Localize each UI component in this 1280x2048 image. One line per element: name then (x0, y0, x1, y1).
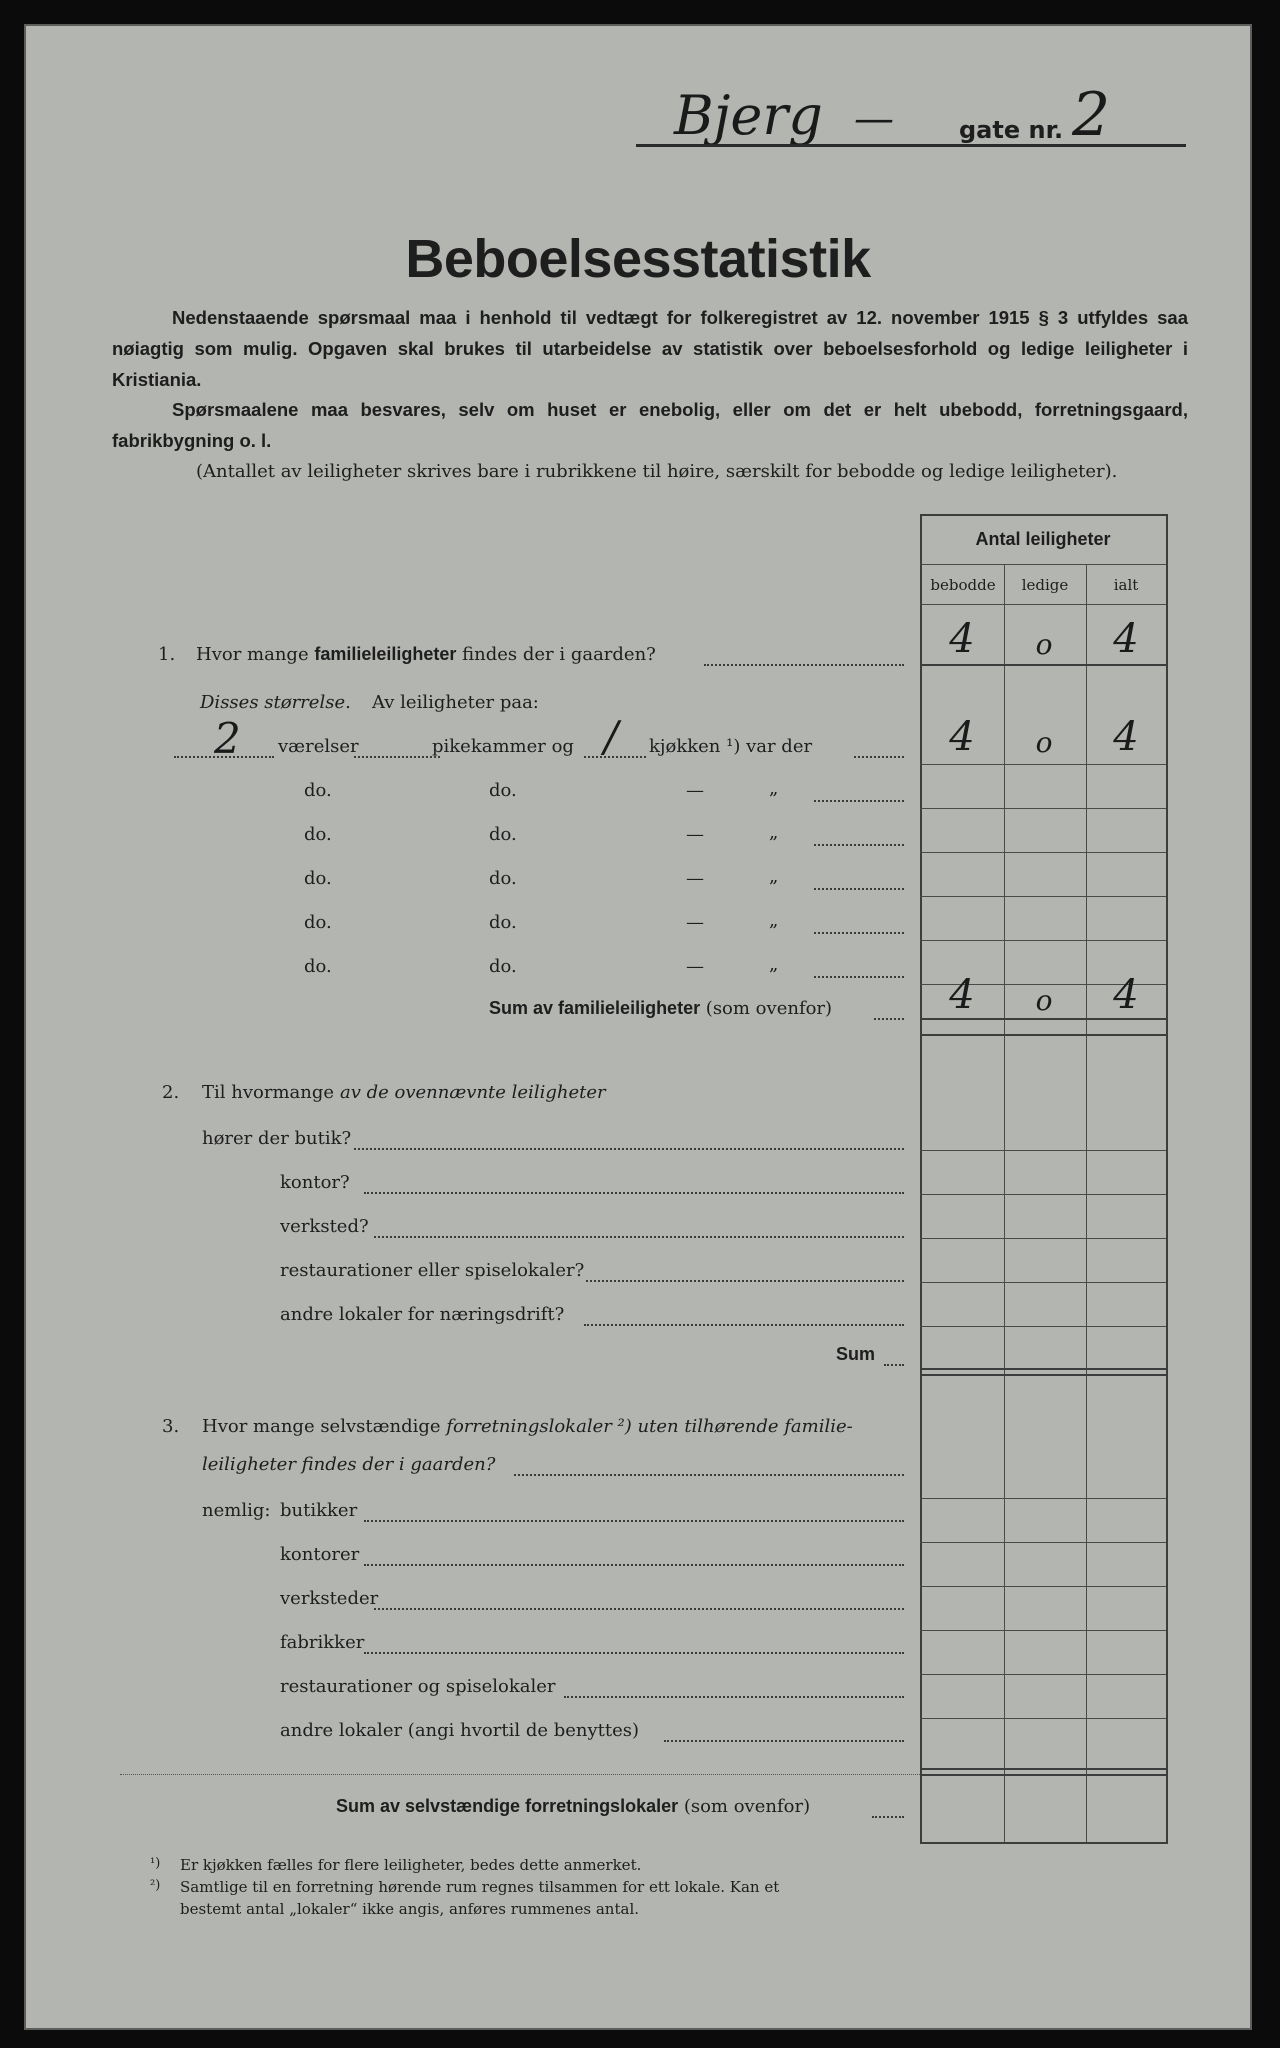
dash-mark: — (686, 956, 704, 977)
do-label: do. (304, 956, 332, 977)
intro-paragraph-3: (Antallet av leiligheter skrives bare i rubrikkene til høire, særskilt for bebodde og ledige leiligheter). (196, 461, 1118, 482)
leader-dots (174, 756, 274, 758)
q2-item-andre-lokaler: andre lokaler for næringsdrift? (280, 1304, 565, 1325)
q1-sum-label (489, 998, 832, 1019)
row-rule (920, 1498, 1166, 1499)
pikekammer-label: pikekammer og (432, 736, 574, 757)
row1-bebodde-value: 4 (949, 714, 975, 760)
leader-dots (664, 1740, 904, 1742)
q1-sum-label-bold: Sum av familieleiligheter (489, 998, 701, 1018)
q2-sum-rule-top (920, 1368, 1166, 1370)
nemlig-label: nemlig: (202, 1500, 271, 1521)
q3-item-restaurationer: restaurationer og spiselokaler (280, 1676, 556, 1697)
q1-bebodde-value: 4 (949, 616, 975, 662)
q3-text-b: forretningslokaler ²) uten tilhørende familie- (446, 1416, 853, 1437)
q2-text: Til hvormange (202, 1082, 335, 1103)
q3-item-kontorer: kontorer (280, 1544, 360, 1565)
size-intro-italic: Disses størrelse. (200, 692, 351, 713)
ditto-mark: „ (769, 866, 779, 887)
leader-dots (874, 1018, 904, 1020)
q2-sum-label: Sum (836, 1344, 876, 1364)
row1-ialt-value: 4 (1113, 714, 1139, 760)
row1-ledige-value: o (1035, 726, 1053, 759)
intro-paragraph-2: Spørsmaalene maa besvares, selv om huset er enebolig, eller om det er helt ubebodd, forretningsgaard, fabrikbygning o. l. (112, 399, 1188, 451)
do-label: do. (304, 824, 332, 845)
rooms-count-handwritten: 2 (214, 714, 241, 763)
leader-dots (364, 1520, 904, 1522)
dash-mark: — (686, 780, 704, 801)
leader-dots (564, 1696, 904, 1698)
table-top-rule (920, 514, 1166, 516)
table-bottom-rule (920, 1842, 1166, 1844)
row-rule (920, 1150, 1166, 1151)
do-label: do. (489, 868, 517, 889)
leader-dots (374, 1608, 904, 1610)
row-rule (920, 1238, 1166, 1239)
col-ledige-header: ledige (1021, 576, 1069, 594)
header-underline (636, 144, 1186, 147)
q1-number: 1. (158, 644, 176, 665)
do-label: do. (304, 868, 332, 889)
q1-ledige-value: o (1035, 628, 1053, 661)
street-name-handwritten: Bjerg (674, 84, 823, 147)
q3-item-andre-lokaler: andre lokaler (angi hvortil de benyttes) (280, 1720, 640, 1741)
q2-number: 2. (162, 1082, 180, 1103)
row-rule (920, 1586, 1166, 1587)
leader-dots (586, 1280, 904, 1282)
q1-question (196, 644, 656, 665)
section-divider (120, 1774, 920, 1775)
leader-dots (814, 844, 904, 846)
street-dash: — (854, 96, 894, 142)
row-rule (920, 940, 1166, 941)
do-label: do. (489, 824, 517, 845)
q3-question-line1 (202, 1416, 853, 1437)
q2-item-butik: hører der butik? (202, 1128, 352, 1149)
row-rule (920, 1630, 1166, 1631)
do-label: do. (489, 956, 517, 977)
leader-dots (814, 932, 904, 934)
leader-dots (354, 756, 440, 758)
leader-dots (814, 888, 904, 890)
q1-sum-rule-top (920, 1018, 1166, 1020)
vaerelser-label: værelser (278, 736, 359, 757)
footnote-2-line1: Samtlige til en forretning hørende rum regnes tilsammen for ett lokale. Kan et (180, 1878, 780, 1896)
leader-dots (872, 1816, 904, 1818)
row-rule (920, 896, 1166, 897)
ditto-mark: „ (769, 778, 779, 799)
intro-paragraph-1: Nedenstaaende spørsmaal maa i henhold til vedtægt for folkeregistret av 12. november 1915 § 3 utfyldes saa nøiagtig som mulig. Opgaven skal brukes til utarbeidelse av statistik over beboelsesforhold og ledige leiligheter i Kristiania. (112, 307, 1188, 390)
q3-sum-label-rest: (som ovenfor) (678, 1796, 811, 1817)
do-label: do. (489, 780, 517, 801)
q3-text-a: Hvor mange selvstændige (202, 1416, 447, 1437)
row-rule (920, 764, 1166, 765)
house-number-handwritten: 2 (1072, 80, 1111, 150)
row-rule (920, 1194, 1166, 1195)
q3-item-butikker: butikker (280, 1500, 358, 1521)
q2-item-verksted: verksted? (280, 1216, 369, 1237)
row-rule (920, 852, 1166, 853)
q3-question-line2: leiligheter findes der i gaarden? (202, 1454, 496, 1475)
col-bebodde-header: bebodde (930, 576, 996, 594)
q2-text-italic: av de ovennævnte leiligheter (340, 1082, 606, 1103)
leader-dots (364, 1652, 904, 1654)
dash-mark: — (686, 868, 704, 889)
q2-item-restaurationer: restaurationer eller spiselokaler? (280, 1260, 585, 1281)
leader-dots (584, 1324, 904, 1326)
kjokken-count-handwritten: / (604, 712, 619, 761)
q1-text-a: Hvor mange (196, 644, 315, 665)
leader-dots (884, 1364, 904, 1366)
leader-dots (354, 1148, 904, 1150)
row-rule (920, 1282, 1166, 1283)
q1-text-c: findes der i gaarden? (456, 644, 656, 665)
footnote-2-mark: ²) (150, 1878, 161, 1893)
leader-dots (584, 756, 646, 758)
table-header-rule (920, 564, 1166, 565)
q2-sum-rule-bottom (920, 1374, 1166, 1376)
form-sheet (24, 24, 1252, 2030)
leader-dots (814, 976, 904, 978)
ditto-mark: „ (769, 910, 779, 931)
kjokken-label: kjøkken ¹) var der (649, 736, 813, 757)
q3-sum-rule-top (920, 1768, 1166, 1770)
table-header-title: Antal leiligheter (975, 529, 1111, 549)
col-ialt-header: ialt (1113, 576, 1139, 594)
leader-dots (364, 1192, 904, 1194)
row-rule (920, 1542, 1166, 1543)
leader-dots (814, 800, 904, 802)
do-label: do. (304, 912, 332, 933)
footnote-1: Er kjøkken fælles for flere leiligheter, bedes dette anmerket. (180, 1856, 642, 1874)
dash-mark: — (686, 912, 704, 933)
row-rule (920, 1326, 1166, 1327)
q2-item-kontor: kontor? (280, 1172, 350, 1193)
do-label: do. (489, 912, 517, 933)
leader-dots (704, 664, 904, 666)
q1-sum-label-rest: (som ovenfor) (700, 998, 833, 1019)
q3-number: 3. (162, 1416, 180, 1437)
page-title: Beboelsesstatistik (405, 229, 871, 289)
q1-sum-ledige-value: o (1035, 984, 1053, 1017)
q1-ialt-value: 4 (1113, 616, 1139, 662)
leader-dots (854, 756, 904, 758)
q1-answer-rule (920, 664, 1166, 666)
col-header-rule (920, 604, 1166, 605)
q3-item-verksteder: verksteder (280, 1588, 379, 1609)
table-right-rule (1166, 514, 1168, 1844)
dash-mark: — (686, 824, 704, 845)
q3-item-fabrikker: fabrikker (280, 1632, 365, 1653)
size-intro: Av leiligheter paa: (372, 692, 539, 713)
q3-sum-rule-bottom (920, 1774, 1166, 1776)
q1-sum-bebodde-value: 4 (949, 972, 975, 1018)
leader-dots (374, 1236, 904, 1238)
row-rule (920, 808, 1166, 809)
row-rule (920, 1718, 1166, 1719)
ditto-mark: „ (769, 954, 779, 975)
do-label: do. (304, 780, 332, 801)
ditto-mark: „ (769, 822, 779, 843)
leader-dots (364, 1564, 904, 1566)
q1-sum-ialt-value: 4 (1113, 972, 1139, 1018)
leader-dots (514, 1474, 904, 1476)
row-rule (920, 1674, 1166, 1675)
q3-sum-label (336, 1796, 810, 1817)
footnote-1-mark: ¹) (150, 1856, 161, 1871)
q1-sum-rule-bottom (920, 1034, 1166, 1036)
q1-text-bold: familieleiligheter (314, 644, 457, 664)
gate-nr-label: gate nr. (959, 116, 1064, 144)
footnote-2-line2: bestemt antal „lokaler“ ikke angis, anføres rummenes antal. (180, 1900, 640, 1918)
q3-sum-label-bold: Sum av selvstændige forretningslokaler (336, 1796, 679, 1816)
